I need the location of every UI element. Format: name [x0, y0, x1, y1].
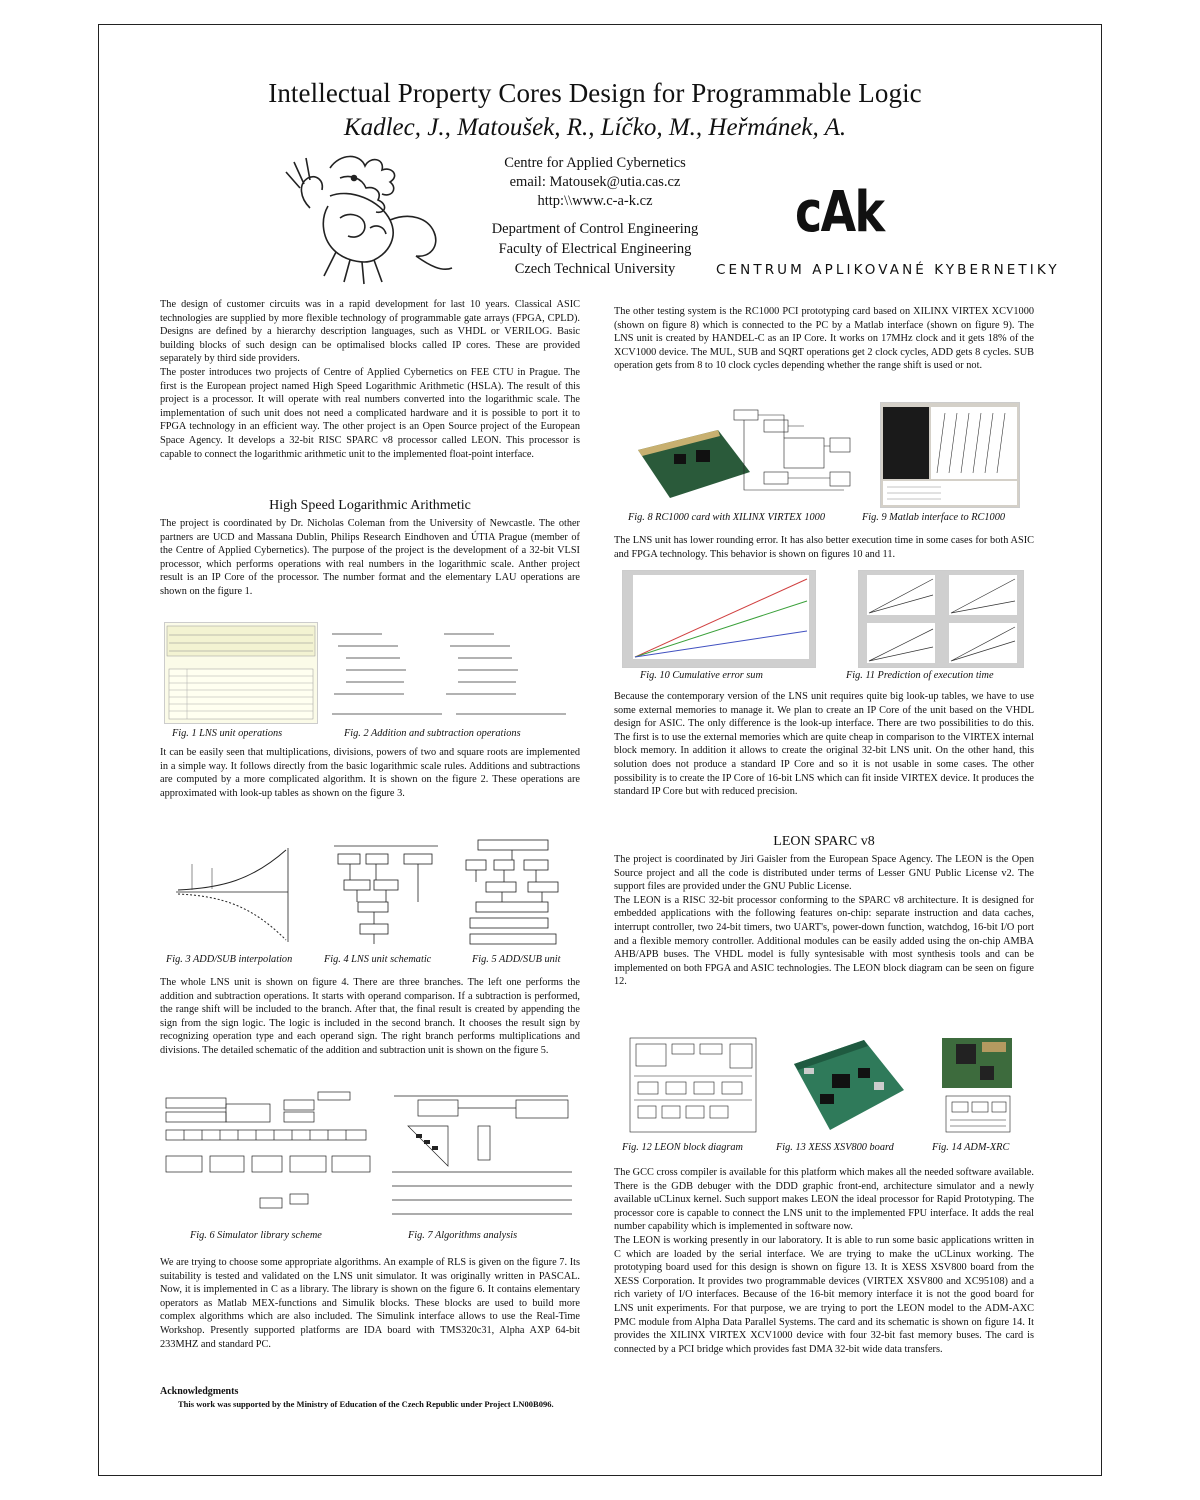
affiliation-university-name: Czech Technical University: [514, 261, 676, 277]
leon-paragraph-3: The GCC cross compiler is available for this platform which makes all the needed software available. There is the GDB debuger with the DDD graphic front-end, architecture simulator and a newly available uCLinux kernel. Such support makes LEON the ideal processor for Rapid Prototyping. The processor core is capable to connect the LNS unit to the implemented FPU interface. It adds the real number capability which is implemented in software now.: [614, 1167, 1034, 1233]
figure-13-xess-board: [774, 1034, 910, 1136]
cak-logo-subtitle: CENTRUM APLIKOVANÉ KYBERNETIKY: [716, 262, 1060, 278]
hsla-text-4: [160, 1256, 580, 1351]
poster-title: Intellectual Property Cores Design for Programmable Logic: [268, 78, 922, 108]
figure-1-caption: Fig. 1 LNS unit operations: [172, 728, 283, 739]
affiliation-department: Department of Control Engineering: [491, 221, 699, 237]
figure-3-interpolation-plot: [172, 842, 312, 946]
figure-1-lns-operations: [164, 622, 318, 724]
figure-11-time-plots: [858, 570, 1024, 668]
leon-paragraph-1: The project is coordinated by Jiri Gaisler from the European Space Agency. The LEON is the Open Source project and all the code is distributed under terms of Lesser GNU Public License v2. The support files are provided under the GNU Public License.: [614, 854, 1034, 893]
intro-paragraph-1: The design of customer circuits was in a rapid development for last 10 years. Classical ASIC technologies are supplied by more flexible technology of programmable gate arrays (FPGA, CPLD). Designs are defined by a hierarchy description languages, such as VHDL or VERILOG. Basic building blocks of such design can be optimalised blocks called IP cores. These are provided separately by third side providers.: [160, 299, 580, 365]
figure-12-leon-block-diagram: [626, 1036, 760, 1134]
hsla-text-3: [160, 976, 580, 1058]
figure-7-algorithms-analysis: [388, 1090, 578, 1224]
figure-4-lns-schematic: [330, 836, 442, 948]
leon-paragraph-4: The LEON is working presently in our laboratory. It is able to run some basic applications written in C which are loaded by the serial interface. We are trying to make the uCLinux working. The prototyping board used for this design is shown on figure 13. It is XESS XSV800 board from the XESS Corporation. It provides two programmable devices (VIRTEX XSV800 and XC95108) and a rich variety of I/O interfaces. Because of the 16-bit memory interface it is not the good board for LNS unit experiments. For that purpose, we are trying to port the LEON model to the ADM-AXC PMC module from Alpha Data Parallel Systems. The card and its schematic is shown on figure 14. It provides the XILINX VIRTEX XCV1000 device with four 32-bit fast memory buses. The card is connected by a PCI bridge which provides fast DMA 32-bit wide data transfers.: [614, 1234, 1034, 1355]
figure-4-caption: Fig. 4 LNS unit schematic: [324, 954, 432, 965]
rc1000-paragraph-2: The LNS unit has lower rounding error. It has also better execution time in some cases for both ASIC and FPGA technology. This behavior is shown on figures 10 and 11.: [614, 535, 1034, 560]
figure-2-add-sub-equations: [326, 622, 576, 722]
figure-12-caption: Fig. 12 LEON block diagram: [622, 1142, 743, 1153]
figure-8-rc1000-card: [634, 402, 860, 506]
affiliation-faculty: Faculty of Electrical Engineering: [498, 241, 692, 257]
leon-paragraph-2: The LEON is a RISC 32-bit processor conforming to the SPARC v8 architecture. It is designed for embedded applications with the following features on-chip: separate instruction and data caches, interrupt controller, two 24-bit timers, two UART's, power-down function, watchdog, 16-bit I/O port and a flexible memory controller. Additional modules can be easily added using the on-chip AMBA AHB/APB buses. The VHDL model is fully syntesisable with most synthesis tools and can be implemented on both FPGA and ASIC technologies. The LEON block diagram can be seen on figure 12.: [614, 894, 1034, 988]
figure-10-error-plot: [622, 570, 816, 668]
rc1000-text-1: [614, 305, 1034, 373]
left-column: [160, 298, 580, 461]
affiliation-centre: [470, 154, 720, 211]
leon-section: [614, 834, 1034, 989]
hsla-section: [160, 498, 580, 599]
hsla-paragraph-1: The project is coordinated by Dr. Nicholas Coleman from the University of Newcastle. The other partners are UCD and Massana Dublin, Philips Research Eindhoven and ÚTIA Prague (member of the Centre of Applied Cybernetics). The purpose of the project is the development of a 32-bit VLSI processor, which performs operations with real numbers in the logarithmic scale. Anther project result is an IP Core of the processor. The number format and the elementary LAU operations are shown on the figure 1.: [160, 518, 580, 597]
figure-2-caption: Fig. 2 Addition and subtraction operations: [344, 728, 521, 739]
hsla-paragraph-3: The whole LNS unit is shown on figure 4. There are three branches. The left one performs the addition and subtraction operations. It starts with operand comparison. If a subtraction is performed, the range shift will be included to the branch. After that, the final result is created by appending the sign from the sign logic. The logic is included in the second branch. It chooses the result sign by recognizing operation type and each operand sign. The right branch performs multiplications and divisions. The detailed schematic of the addition and subtraction unit is shown on the figure 5.: [160, 977, 580, 1056]
figure-9-caption: Fig. 9 Matlab interface to RC1000: [862, 512, 1005, 523]
affiliation-url: http:\\www.c-a-k.cz: [537, 193, 653, 209]
figure-11-caption: Fig. 11 Prediction of execution time: [846, 670, 994, 681]
figure-5-caption: Fig. 5 ADD/SUB unit: [472, 954, 561, 965]
affiliation-centre-name: Centre for Applied Cybernetics: [504, 155, 686, 171]
figure-9-matlab-interface: [880, 402, 1020, 508]
section-heading-hsla: High Speed Logarithmic Arithmetic: [269, 498, 471, 513]
leon-text-2: [614, 1166, 1034, 1356]
intro-paragraph-2: The poster introduces two projects of Centre of Applied Cybernetics on FEE CTU in Prague. The first is the European project named High Speed Logarithmic Arithmetic (HSLA). The result of this project is a processor. It will operate with real numbers converted into the logarithmic scale. The implementation of such unit does not need a complicated hardware and it is possible to port it to FPGA technology in an efficient way. The other project is an Open Source project of the European Space Agency. It develops a 32-bit RISC SPARC v8 processor called LEON. This processor is capable to connect the logarithmic arithmetic unit to the implemented float-point interface.: [160, 366, 580, 460]
figure-14-caption: Fig. 14 ADM-XRC: [932, 1142, 1010, 1153]
hsla-text-2: [160, 746, 580, 800]
figure-13-caption: Fig. 13 XESS XSV800 board: [776, 1142, 894, 1153]
hsla-paragraph-4: We are trying to choose some appropriate algorithms. An example of RLS is given on the figure 7. Its suitability is tested and validated on the LNS unit simulator. It was originally written in PASCAL. Now, it is implemented in C as a library. The library is shown on the figure 6. It contains elementary operators as Matlab MEX-functions and Simulik blocks. These blocks are used to build more complex algorithms which are also included. The Simulink interface allows to use the Real-Time Workshop. Presently supported platforms are IDA board with TMS320c31, Alpha AXP 64-bit 233MHZ and standard PC.: [160, 1257, 580, 1350]
figure-6-caption: Fig. 6 Simulator library scheme: [190, 1230, 322, 1241]
affiliation-university: [470, 219, 720, 279]
rc1000-paragraph-3: Because the contemporary version of the LNS unit requires quite big look-up tables, we have to use some external memories to manage it. We plan to create an IP Core of the unit based on the VHDL design for ASIC. The only difference is the look-up interface. There are two possibilities to do this. The first is to use the external memories which are quite cheap in comparison to the VIRTEX internal block memory. In addition it allows to create the original 32-bit LNS unit. On the other hand, this solution does not produce a standard IP Core and so it is not usable in some cases. The other possibility is to create the IP Core of 16-bit LNS which can fit inside VIRTEX device. It produces the standard IP Core but with reduced precision.: [614, 691, 1034, 798]
figure-7-caption: Fig. 7 Algorithms analysis: [408, 1230, 518, 1241]
rc1000-text-3: [614, 690, 1034, 799]
figure-14-adm-xrc: [938, 1036, 1018, 1136]
rc1000-paragraph-1: The other testing system is the RC1000 PCI prototyping card based on XILINX VIRTEX XCV1000 (shown on figure 8) which is connected to the PC by a Matlab interface (shown on figure 9). The LNS unit is created by HANDEL-C as an IP Core. It works on 17MHz clock and it gets 18% of the XCV1000 device. The MUL, SUB and SQRT operations get 2 clock cycles, ADD gets 8 cycles. SUB operation gets from 8 to 10 clock cycles depending whether the range shift is used or not.: [614, 306, 1034, 372]
cak-logo: cAk: [795, 180, 884, 245]
czech-lion-emblem-icon: [270, 148, 460, 288]
section-heading-leon: LEON SPARC v8: [773, 834, 875, 849]
affiliation-email: email: Matousek@utia.cas.cz: [509, 174, 681, 190]
poster-authors: Kadlec, J., Matoušek, R., Líčko, M., Heřmánek, A.: [343, 114, 847, 141]
figure-5-add-sub-unit: [458, 836, 566, 948]
acknowledgments-text: This work was supported by the Ministry of Education of the Czech Republic under Project LN00B096.: [178, 1399, 554, 1409]
hsla-paragraph-2: It can be easily seen that multiplications, divisions, powers of two and square roots are implemented in a simple way. It follows directly from the basic logarithmic scale rules. Additions and subtractions are computed by a more complicated algorithm. It is shown on the figure 2. These operations are approximated with look-up tables as shown on the figure 3.: [160, 747, 580, 799]
figure-3-caption: Fig. 3 ADD/SUB interpolation: [166, 954, 293, 965]
figure-10-caption: Fig. 10 Cumulative error sum: [640, 670, 763, 681]
figure-8-caption: Fig. 8 RC1000 card with XILINX VIRTEX 1000: [628, 512, 825, 523]
rc1000-text-2: [614, 534, 1034, 561]
figure-6-simulator-library: [160, 1090, 378, 1224]
acknowledgments-heading: Acknowledgments: [160, 1386, 239, 1397]
